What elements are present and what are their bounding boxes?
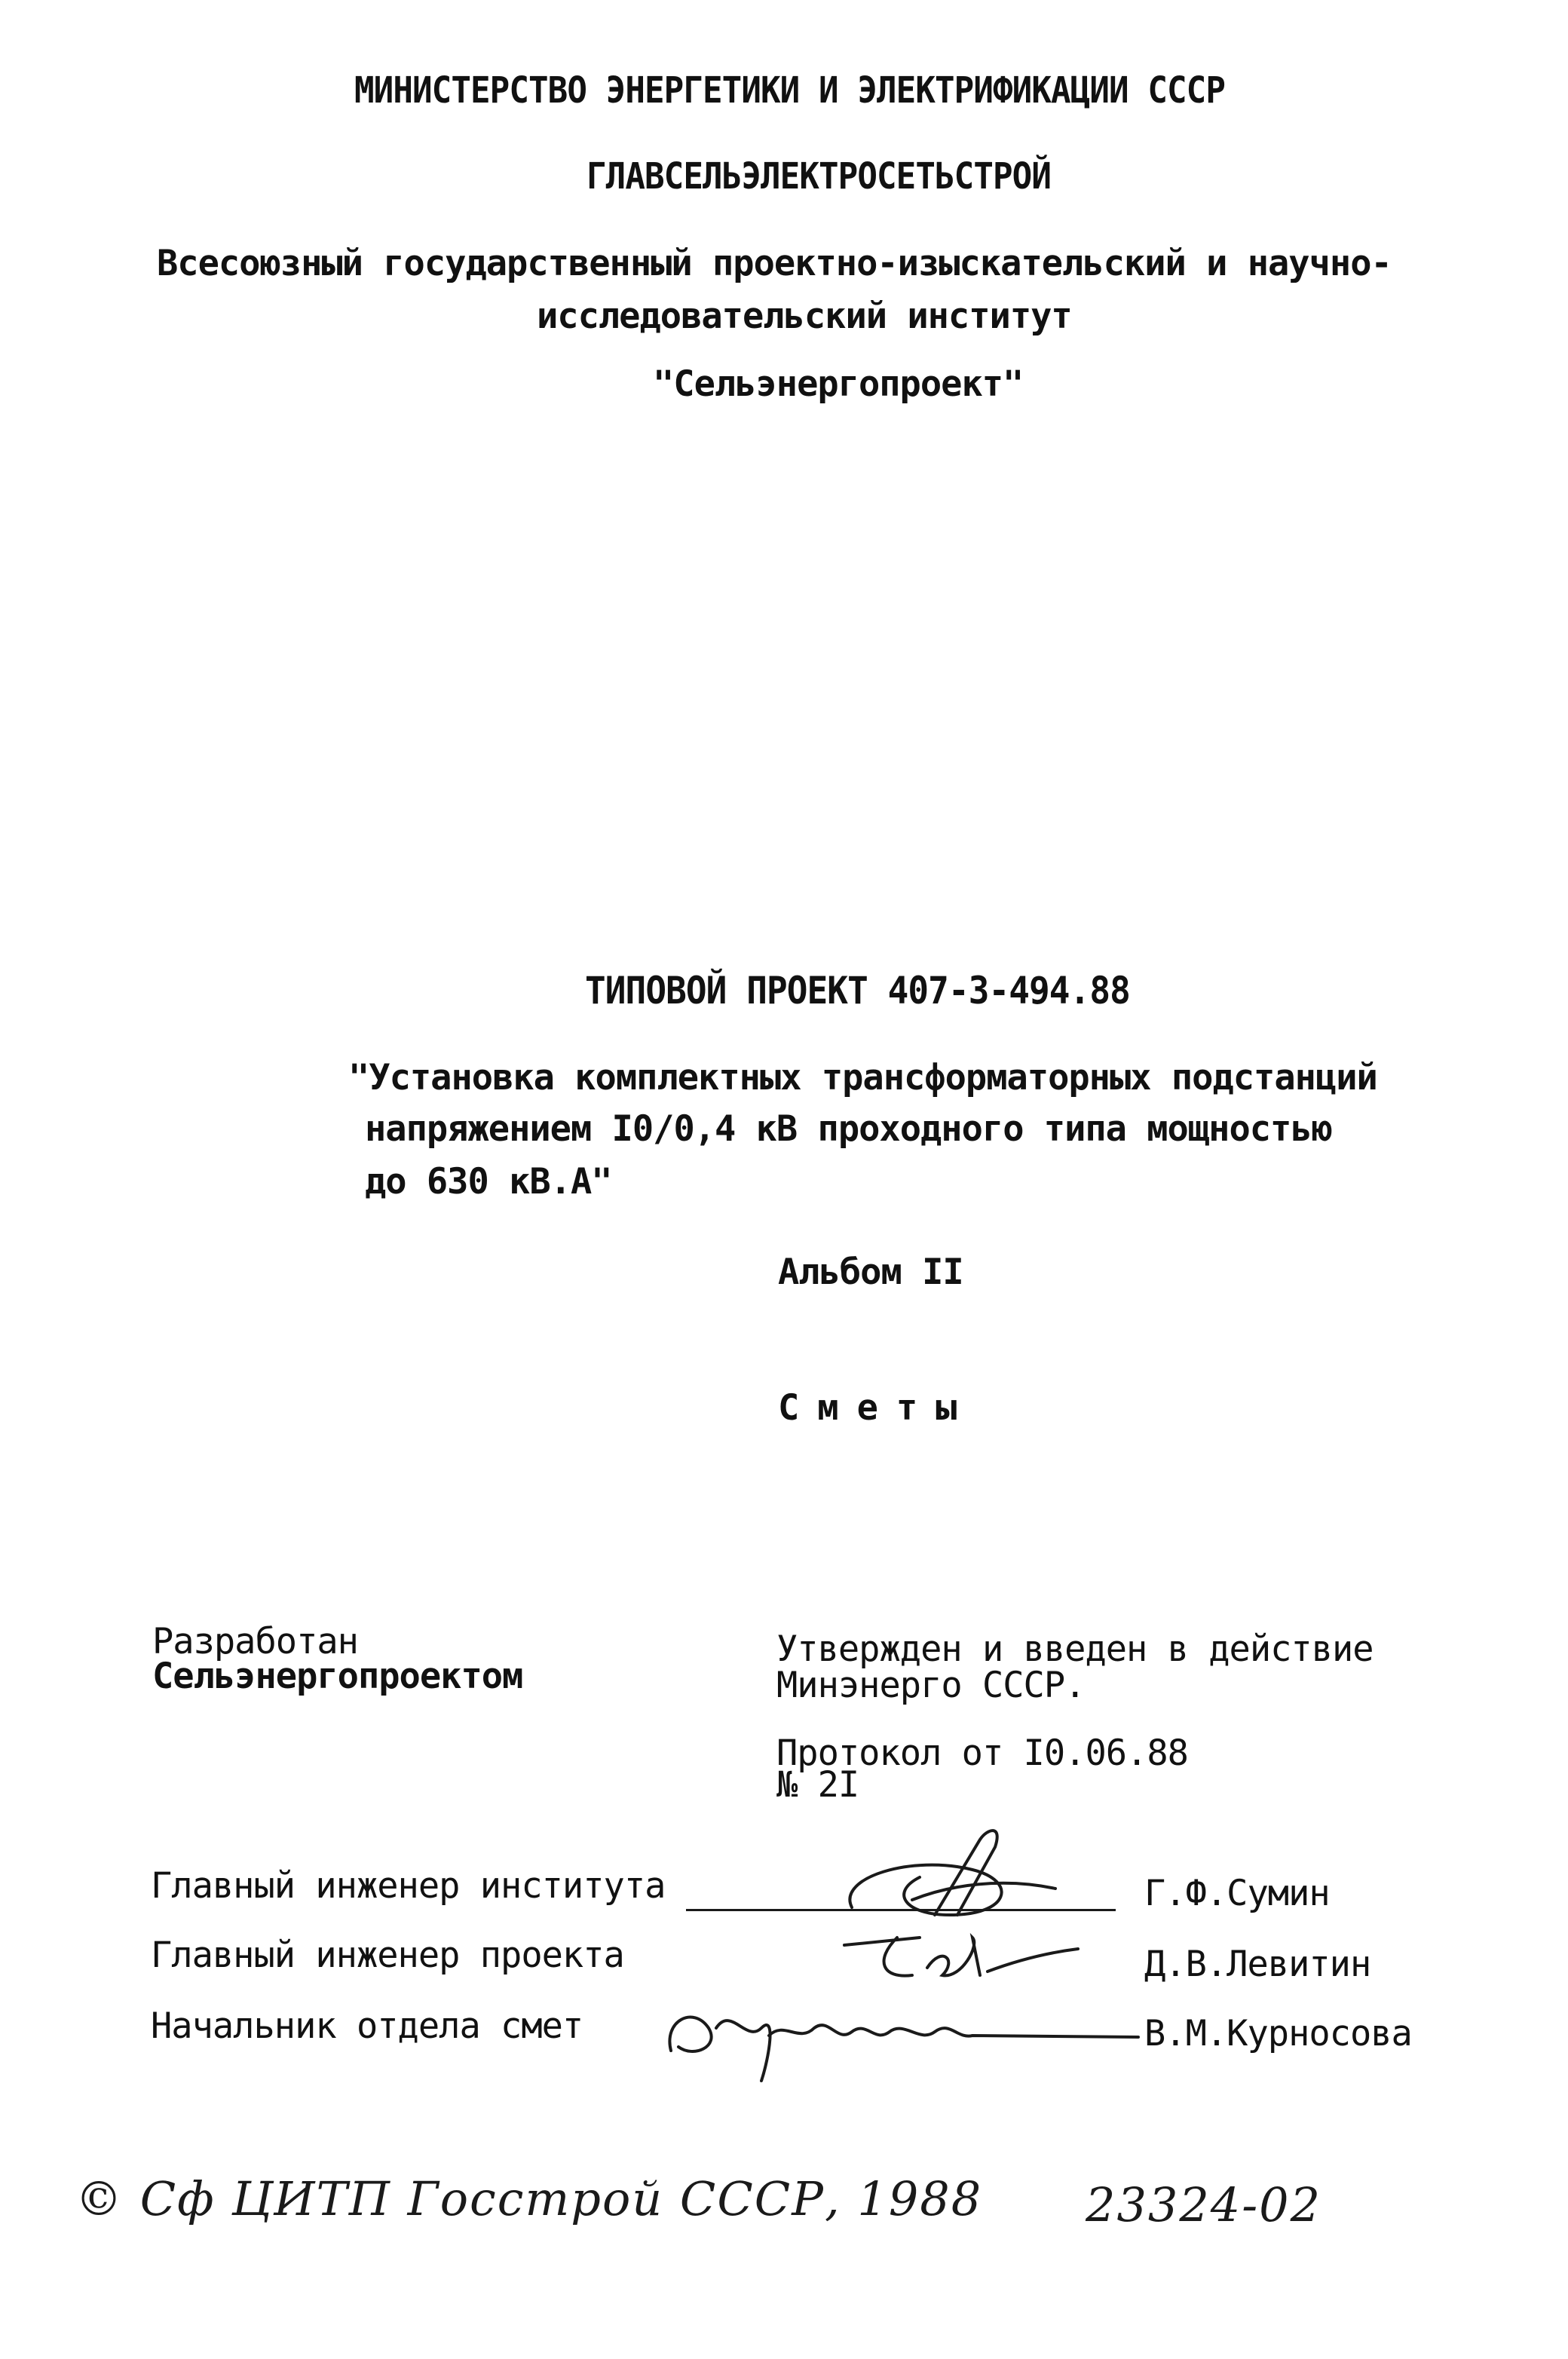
institute-line-2: исследовательский институт xyxy=(537,296,1072,337)
section-title: Сметы xyxy=(778,1387,975,1429)
institute-name: "Сельэнергопроект" xyxy=(653,363,1024,405)
developed-label-2: Сельэнергопроектом xyxy=(152,1656,523,1697)
project-title-line-2: напряжением I0/0,4 кВ проходного типа мощностью xyxy=(365,1108,1332,1150)
project-title-line-1: "Установка комплектных трансформаторных подстанций xyxy=(348,1057,1377,1098)
ministry-heading: МИНИСТЕРСТВО ЭНЕРГЕТИКИ И ЭЛЕКТРИФИКАЦИИ СССР xyxy=(354,69,1226,112)
protocol-line-1: Протокол от I0.06.88 xyxy=(776,1732,1188,1774)
signature-name-2: Д.В.Левитин xyxy=(1144,1944,1371,1985)
developed-label-1: Разработан xyxy=(152,1621,358,1662)
copyright-note: © Сф ЦИТП Госстрой СССР, 1988 xyxy=(75,2171,983,2226)
signature-role-3: Начальник отдела смет xyxy=(151,2005,583,2047)
approval-line-2: Минэнерго СССР. xyxy=(776,1665,1086,1706)
signature-name-3: В.М.Курносова xyxy=(1144,2013,1412,2054)
institute-line-1: Всесоюзный государственный проектно-изыскательский и научно- xyxy=(157,243,1392,284)
signature-role-1: Главный инженер института xyxy=(151,1865,666,1907)
department-heading: ГЛАВСЕЛЬЭЛЕКТРОСЕТЬСТРОЙ xyxy=(586,155,1051,198)
protocol-line-2: № 2I xyxy=(776,1764,859,1806)
signature-kurnosova xyxy=(648,1975,1146,2096)
project-code: ТИПОВОЙ ПРОЕКТ 407-3-494.88 xyxy=(585,969,1130,1013)
album-label: Альбом II xyxy=(778,1251,963,1293)
signature-role-2: Главный инженер проекта xyxy=(151,1935,624,1976)
signature-name-1: Г.Ф.Сумин xyxy=(1144,1873,1330,1914)
approval-line-1: Утвержден и введен в действие xyxy=(776,1628,1374,1670)
signature-sumin xyxy=(822,1824,1123,1930)
document-number: 23324-02 xyxy=(1086,2177,1322,2232)
project-title-line-3: до 630 кВ.А" xyxy=(365,1161,612,1202)
